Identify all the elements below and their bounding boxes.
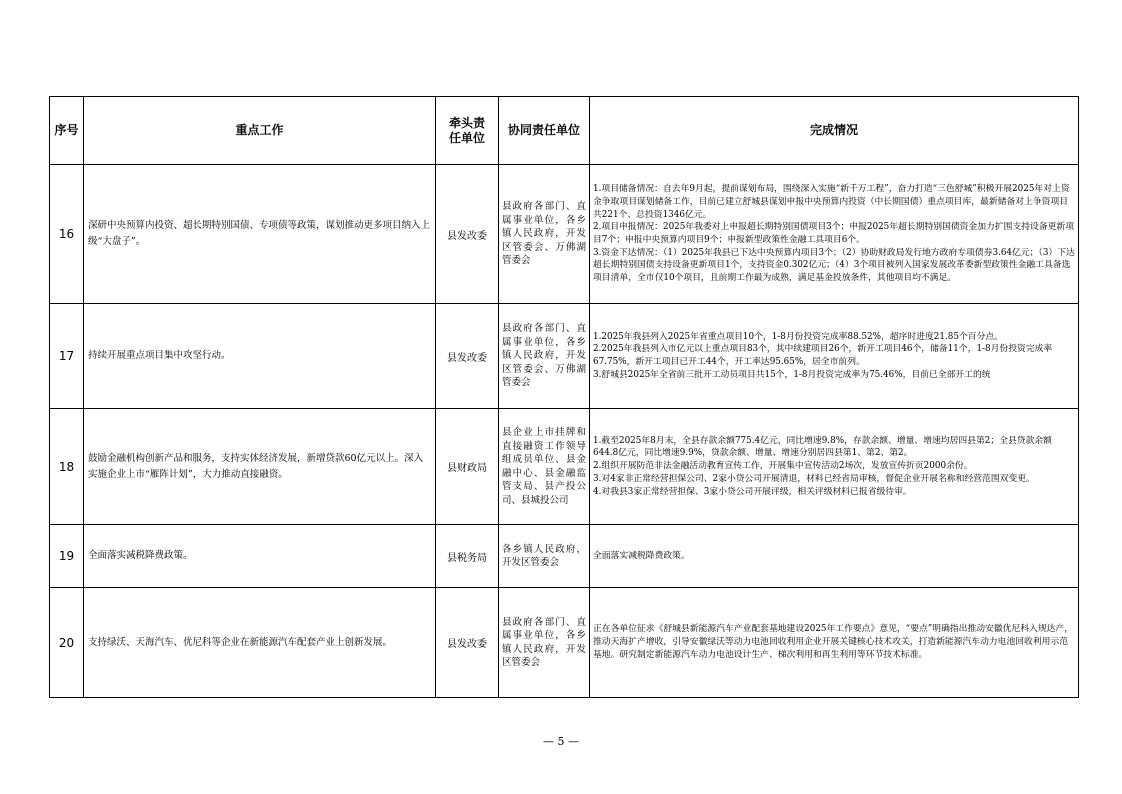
row-no: 16 [50,165,84,304]
row-lead-unit: 县发改委 [436,304,499,409]
row-task: 全面落实减税降费政策。 [84,525,436,588]
table-header-row [50,97,1079,165]
row-task: 深研中央预算内投资、超长期特别国债、专项债等政策，谋划推动更多项目纳入上级“大盘子”。 [84,165,436,304]
row-cooperate-unit: 县政府各部门、直属事业单位，各乡镇人民政府，开发区管委会 [499,588,590,698]
table-row [50,304,1079,409]
header-result: 完成情况 [590,97,1079,165]
result-item: 3.资金下达情况：（1）2025年我县已下达中央预算内项目3个；（2）协助财政局发行地方政府专项债券3.64亿元；（3）下达超长期特别国债支持设备更新项目1个，支持资金0.302亿元；（4）3个项目被列入国家发展改革委新型政策性金融工具备选项目清单，全市仅10个项目，且前期工作最为成熟，满足基金投放条件，其他项目均不满足。 [593,247,1075,284]
result-item: 1.截至2025年8月末，全县存款余额775.4亿元，同比增速9.8%，存款余额、增量、增速均居四县第2；全县贷款余额644.8亿元，同比增速9.9%，贷款余额、增量、增速分别居四县第1、第2、第2。 [593,435,1052,459]
result-item: 正在各单位征求《舒城县新能源汽车产业配套基地建设2025年工作要点》意见，“要点”明确指出推动安徽优尼科入规达产，推动天海扩产增收，引导安徽绿沃等动力电池回收利用企业开展关键核心技术攻关，打造新能源汽车动力电池回收利用示范基地。研究制定新能源汽车动力电池设计生产、梯次利用和再生利用等环节技术标准。 [593,624,1074,660]
row-cooperate-unit: 各乡镇人民政府，开发区管委会 [499,525,590,588]
row-no: 20 [50,588,84,698]
page-number: — 5 — [543,735,579,748]
result-item: 4.对我县3家正常经营担保、3家小贷公司开展评级，相关评级材料已报省级待审。 [593,486,912,497]
header-cooperate-unit: 协同责任单位 [499,97,590,165]
row-cooperate-unit: 县政府各部门、直属事业单位，各乡镇人民政府，开发区管委会、万佛湖管委会 [499,304,590,409]
row-no: 19 [50,525,84,588]
result-item: 1.2025年我县列入2025年省重点项目10个，1-8月份投资完成率88.52%，超序时进度21.85个百分点。 [593,331,1003,342]
result-item: 3.舒城县2025年全省前三批开工动员项目共15个，1-8月投资完成率为75.46%，目前已全部开工的统 [593,369,991,380]
row-task: 鼓励金融机构创新产品和服务，支持实体经济发展，新增贷款60亿元以上。深入实施企业上市“雁阵计划”，大力推动直接融资。 [84,409,436,525]
header-task: 重点工作 [84,97,436,165]
row-result [590,588,1079,698]
row-lead-unit: 县发改委 [436,588,499,698]
result-item: 2.组织开展防范非法金融活动教育宣传工作，开展集中宣传活动2场次，发放宣传折页2000余份。 [593,461,973,472]
row-lead-unit: 县财政局 [436,409,499,525]
result-item: 全面落实减税降费政策。 [593,550,690,561]
table-row [50,525,1079,588]
row-lead-unit: 县税务局 [436,525,499,588]
result-item: 2.2025年我县列入市亿元以上重点项目83个，其中续建项目26个，新开工项目46个，储备11个，1-8月份投资完成率67.75%，新开工项目已开工44个，开工率达95.65%，居全市前列。 [593,344,1053,367]
header-lead-unit [436,97,499,165]
result-item: 2.项目申报情况：2025年我委对上申报超长期特别国债项目3个；申报2025年超长期特别国债资金加力扩围支持设备更新项目7个；申报中央预算内项目9个；申报新型政策性金融工具项目6个。 [593,222,1075,245]
row-result [590,304,1079,409]
row-lead-unit: 县发改委 [436,165,499,304]
header-lead-unit-text: 牵头责任单位 [448,115,485,145]
table-row [50,588,1079,698]
result-item: 1.项目储备情况：自去年9月起，提前谋划布局，围绕深入实施“新千万工程”，奋力打造“三色舒城”积极开展2025年对上资金争取项目谋划储备工作，目前已建立舒城县谋划申报中央预算内投资（中长期国债）重点项目库，最新储备对上争资项目共221个、总投资1346亿元。 [593,184,1070,220]
row-result [590,165,1079,304]
row-no: 18 [50,409,84,525]
result-item: 3.对4家非正常经营担保公司、2家小贷公司开展清退，材料已经省局审核，督促企业开展名称和经营范围双变更。 [593,473,1035,484]
row-task: 支持绿沃、天海汽车、优尼科等企业在新能源汽车配套产业上创新发展。 [84,588,436,698]
row-result [590,525,1079,588]
row-cooperate-unit: 县企业上市挂牌和直接融资工作领导组成员单位、县金融中心、县金融监管支局、县产投公司、县城投公司 [499,409,590,525]
table-row [50,165,1079,304]
row-no: 17 [50,304,84,409]
row-task: 持续开展重点项目集中攻坚行动。 [84,304,436,409]
table-row [50,409,1079,525]
work-progress-table [49,96,1079,698]
row-result [590,409,1079,525]
header-no: 序号 [50,97,84,165]
row-cooperate-unit: 县政府各部门、直属事业单位，各乡镇人民政府，开发区管委会、万佛湖管委会 [499,165,590,304]
